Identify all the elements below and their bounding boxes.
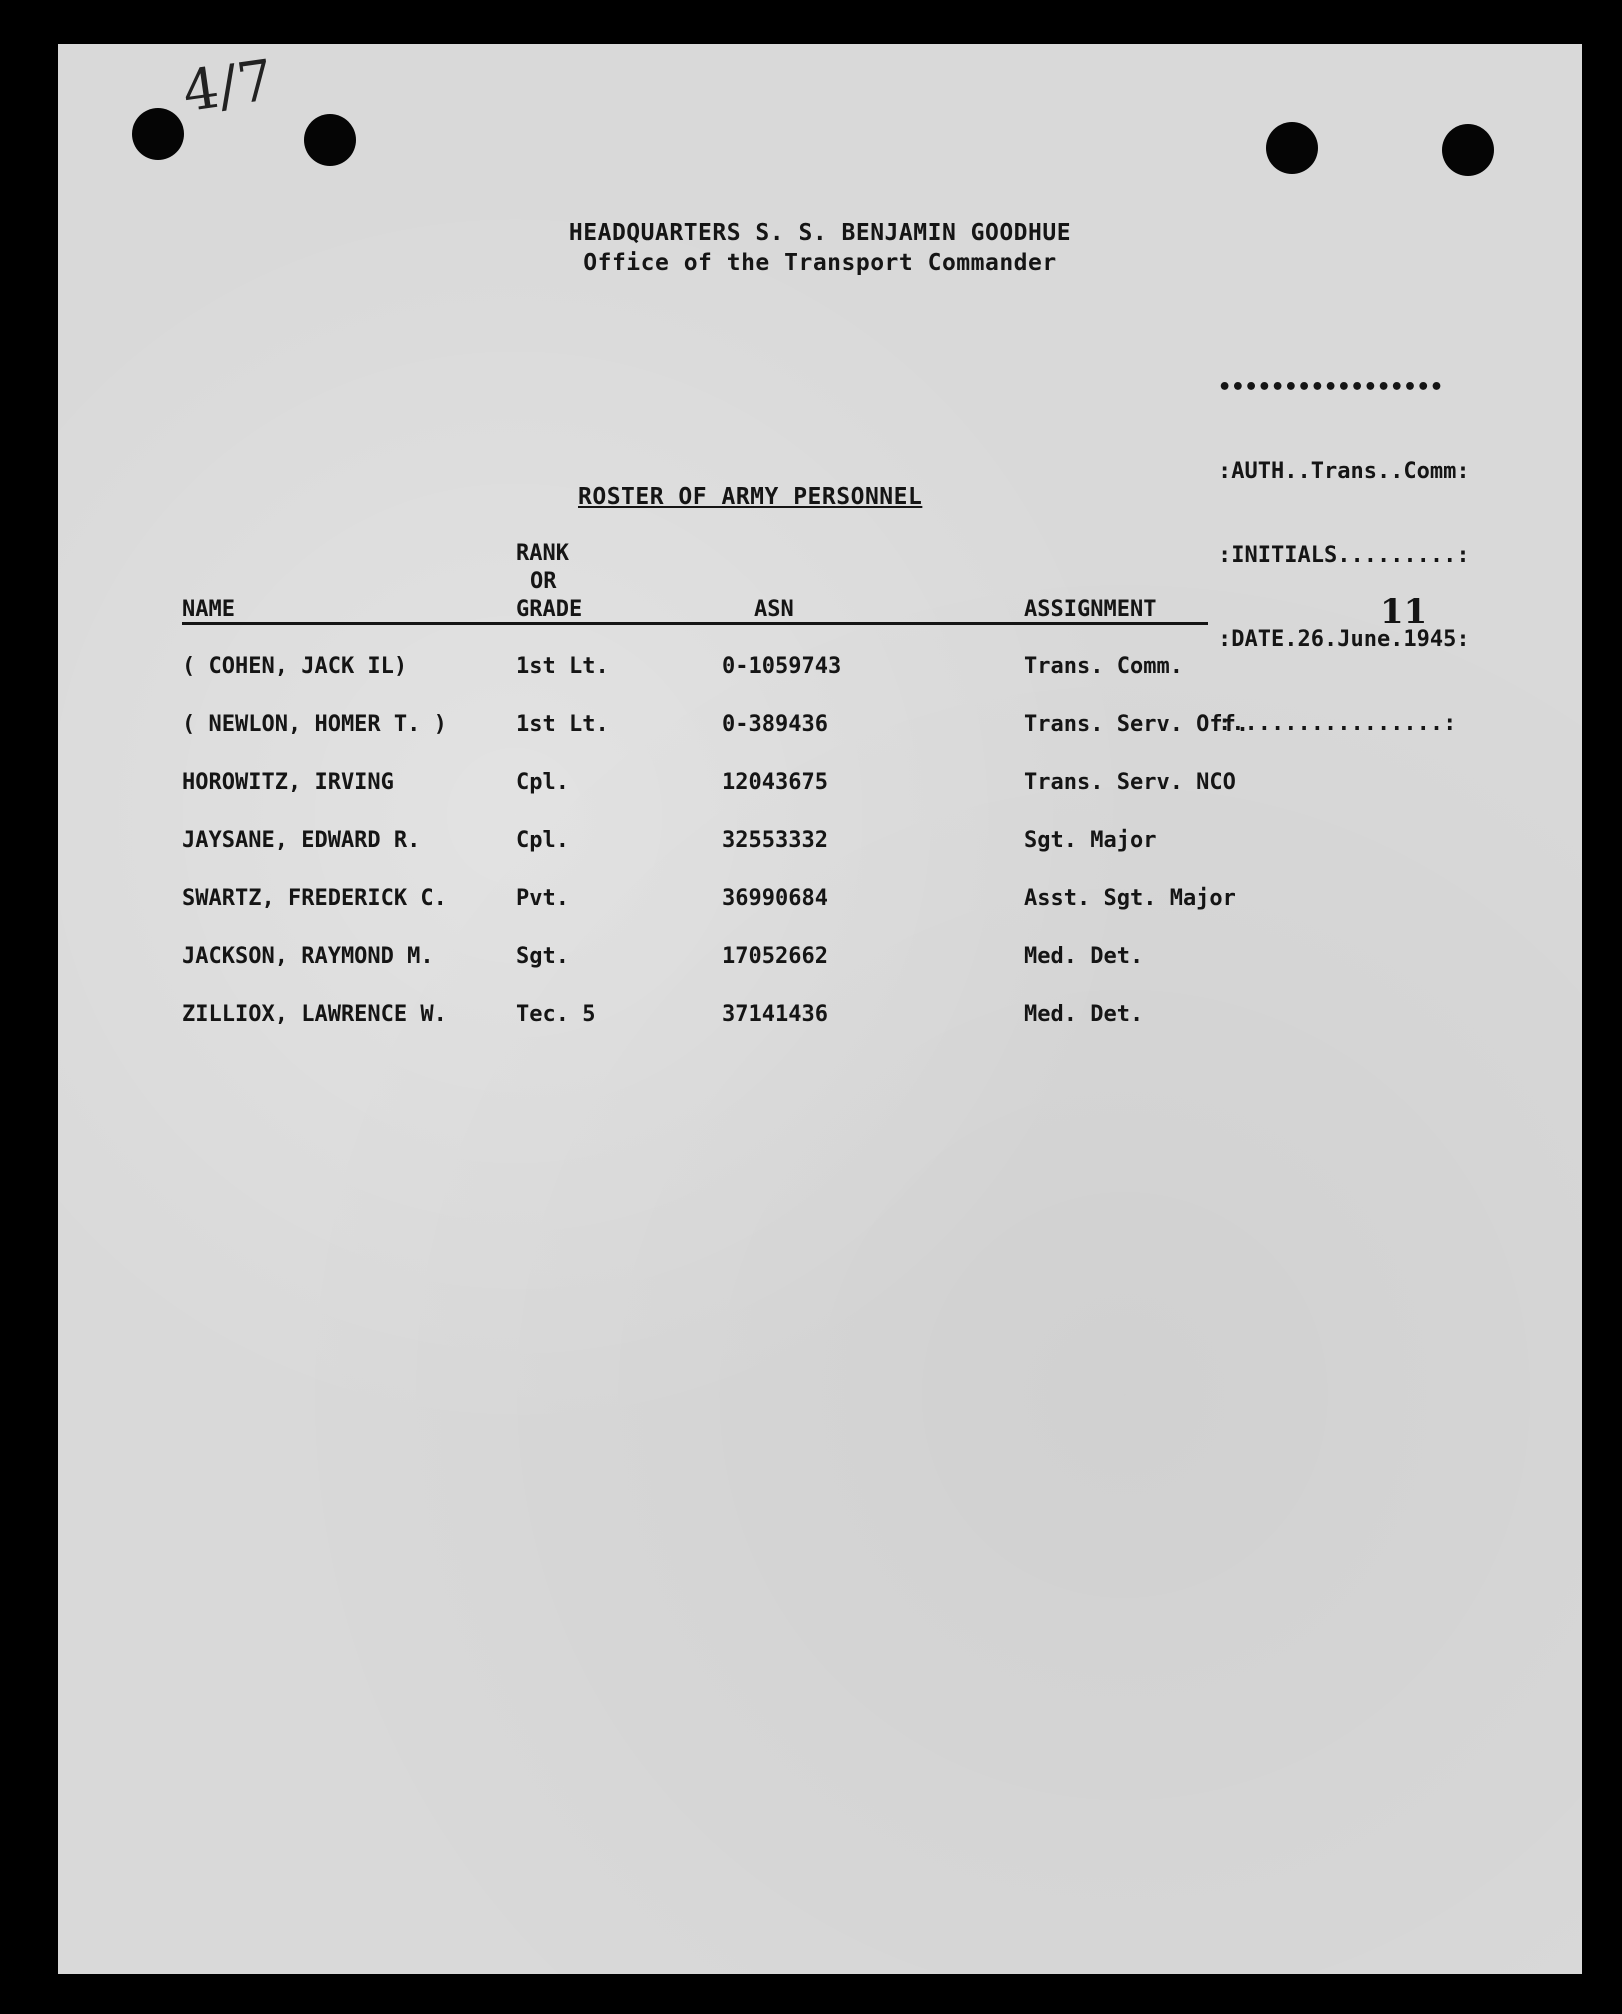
row-assignment: Trans. Serv. NCO: [1024, 770, 1236, 795]
roster-title: ROSTER OF ARMY PERSONNEL: [578, 484, 923, 510]
row-name: JAYSANE, EDWARD R.: [182, 828, 421, 853]
punch-hole-right-2: [1442, 124, 1494, 176]
row-name: SWARTZ, FREDERICK C.: [182, 886, 447, 911]
row-asn: 36990684: [722, 886, 828, 911]
row-assignment: Trans. Serv. Off.: [1024, 712, 1250, 737]
row-rank: Tec. 5: [516, 1002, 596, 1027]
column-header-assignment: ASSIGNMENT: [1024, 597, 1157, 622]
row-rank: Pvt.: [516, 886, 569, 911]
row-assignment: Trans. Comm.: [1024, 654, 1183, 679]
row-asn: 0-389436: [722, 712, 828, 737]
rank-header-line-2: OR: [530, 569, 557, 594]
row-asn: 17052662: [722, 944, 828, 969]
row-name: JACKSON, RAYMOND M.: [182, 944, 434, 969]
row-assignment: Med. Det.: [1024, 944, 1144, 969]
row-rank: 1st Lt.: [516, 654, 609, 679]
row-assignment: Asst. Sgt. Major: [1024, 886, 1236, 911]
table-row: [58, 712, 1582, 752]
row-asn: 32553332: [722, 828, 828, 853]
auth-box-date: :DATE.26.June.1945:: [1218, 627, 1470, 652]
row-name: ( NEWLON, HOMER T. ): [182, 712, 447, 737]
table-row: [58, 654, 1582, 694]
auth-box-auth: :AUTH..Trans..Comm:: [1218, 459, 1470, 484]
column-header-name: NAME: [182, 597, 235, 622]
auth-box-border-top: •••••••••••••••••: [1218, 375, 1444, 400]
page-number: 11: [1380, 592, 1428, 632]
header-line-2: Office of the Transport Commander: [583, 250, 1057, 276]
header-line-1: HEADQUARTERS S. S. BENJAMIN GOODHUE: [568, 220, 1072, 246]
table-row: [58, 944, 1582, 984]
rank-header-line-1: RANK: [516, 541, 569, 566]
punch-hole-left-2: [304, 114, 356, 166]
table-row: [58, 828, 1582, 868]
table-row: [58, 1002, 1582, 1042]
row-assignment: Sgt. Major: [1024, 828, 1157, 853]
auth-box-initials: :INITIALS.........:: [1218, 543, 1470, 568]
punch-hole-left: [132, 108, 184, 160]
row-name: ( COHEN, JACK IL): [182, 654, 408, 679]
rank-header-line-3: GRADE: [516, 597, 583, 622]
row-rank: 1st Lt.: [516, 712, 609, 737]
row-asn: 37141436: [722, 1002, 828, 1027]
punch-hole-right: [1266, 122, 1318, 174]
row-name: ZILLIOX, LAWRENCE W.: [182, 1002, 447, 1027]
document-page: [58, 44, 1582, 1974]
table-row: [58, 770, 1582, 810]
row-name: HOROWITZ, IRVING: [182, 770, 394, 795]
row-asn: 12043675: [722, 770, 828, 795]
row-assignment: Med. Det.: [1024, 1002, 1144, 1027]
auth-box-border-bottom: :................:: [1218, 711, 1457, 736]
header-underline: [182, 622, 1208, 625]
column-header-asn: ASN: [754, 597, 794, 622]
row-asn: 0-1059743: [722, 654, 842, 679]
column-header-rank: [516, 540, 582, 624]
table-row: [58, 886, 1582, 926]
row-rank: Cpl.: [516, 828, 569, 853]
row-rank: Sgt.: [516, 944, 569, 969]
handwritten-mark: 4/7: [178, 48, 278, 125]
row-rank: Cpl.: [516, 770, 569, 795]
